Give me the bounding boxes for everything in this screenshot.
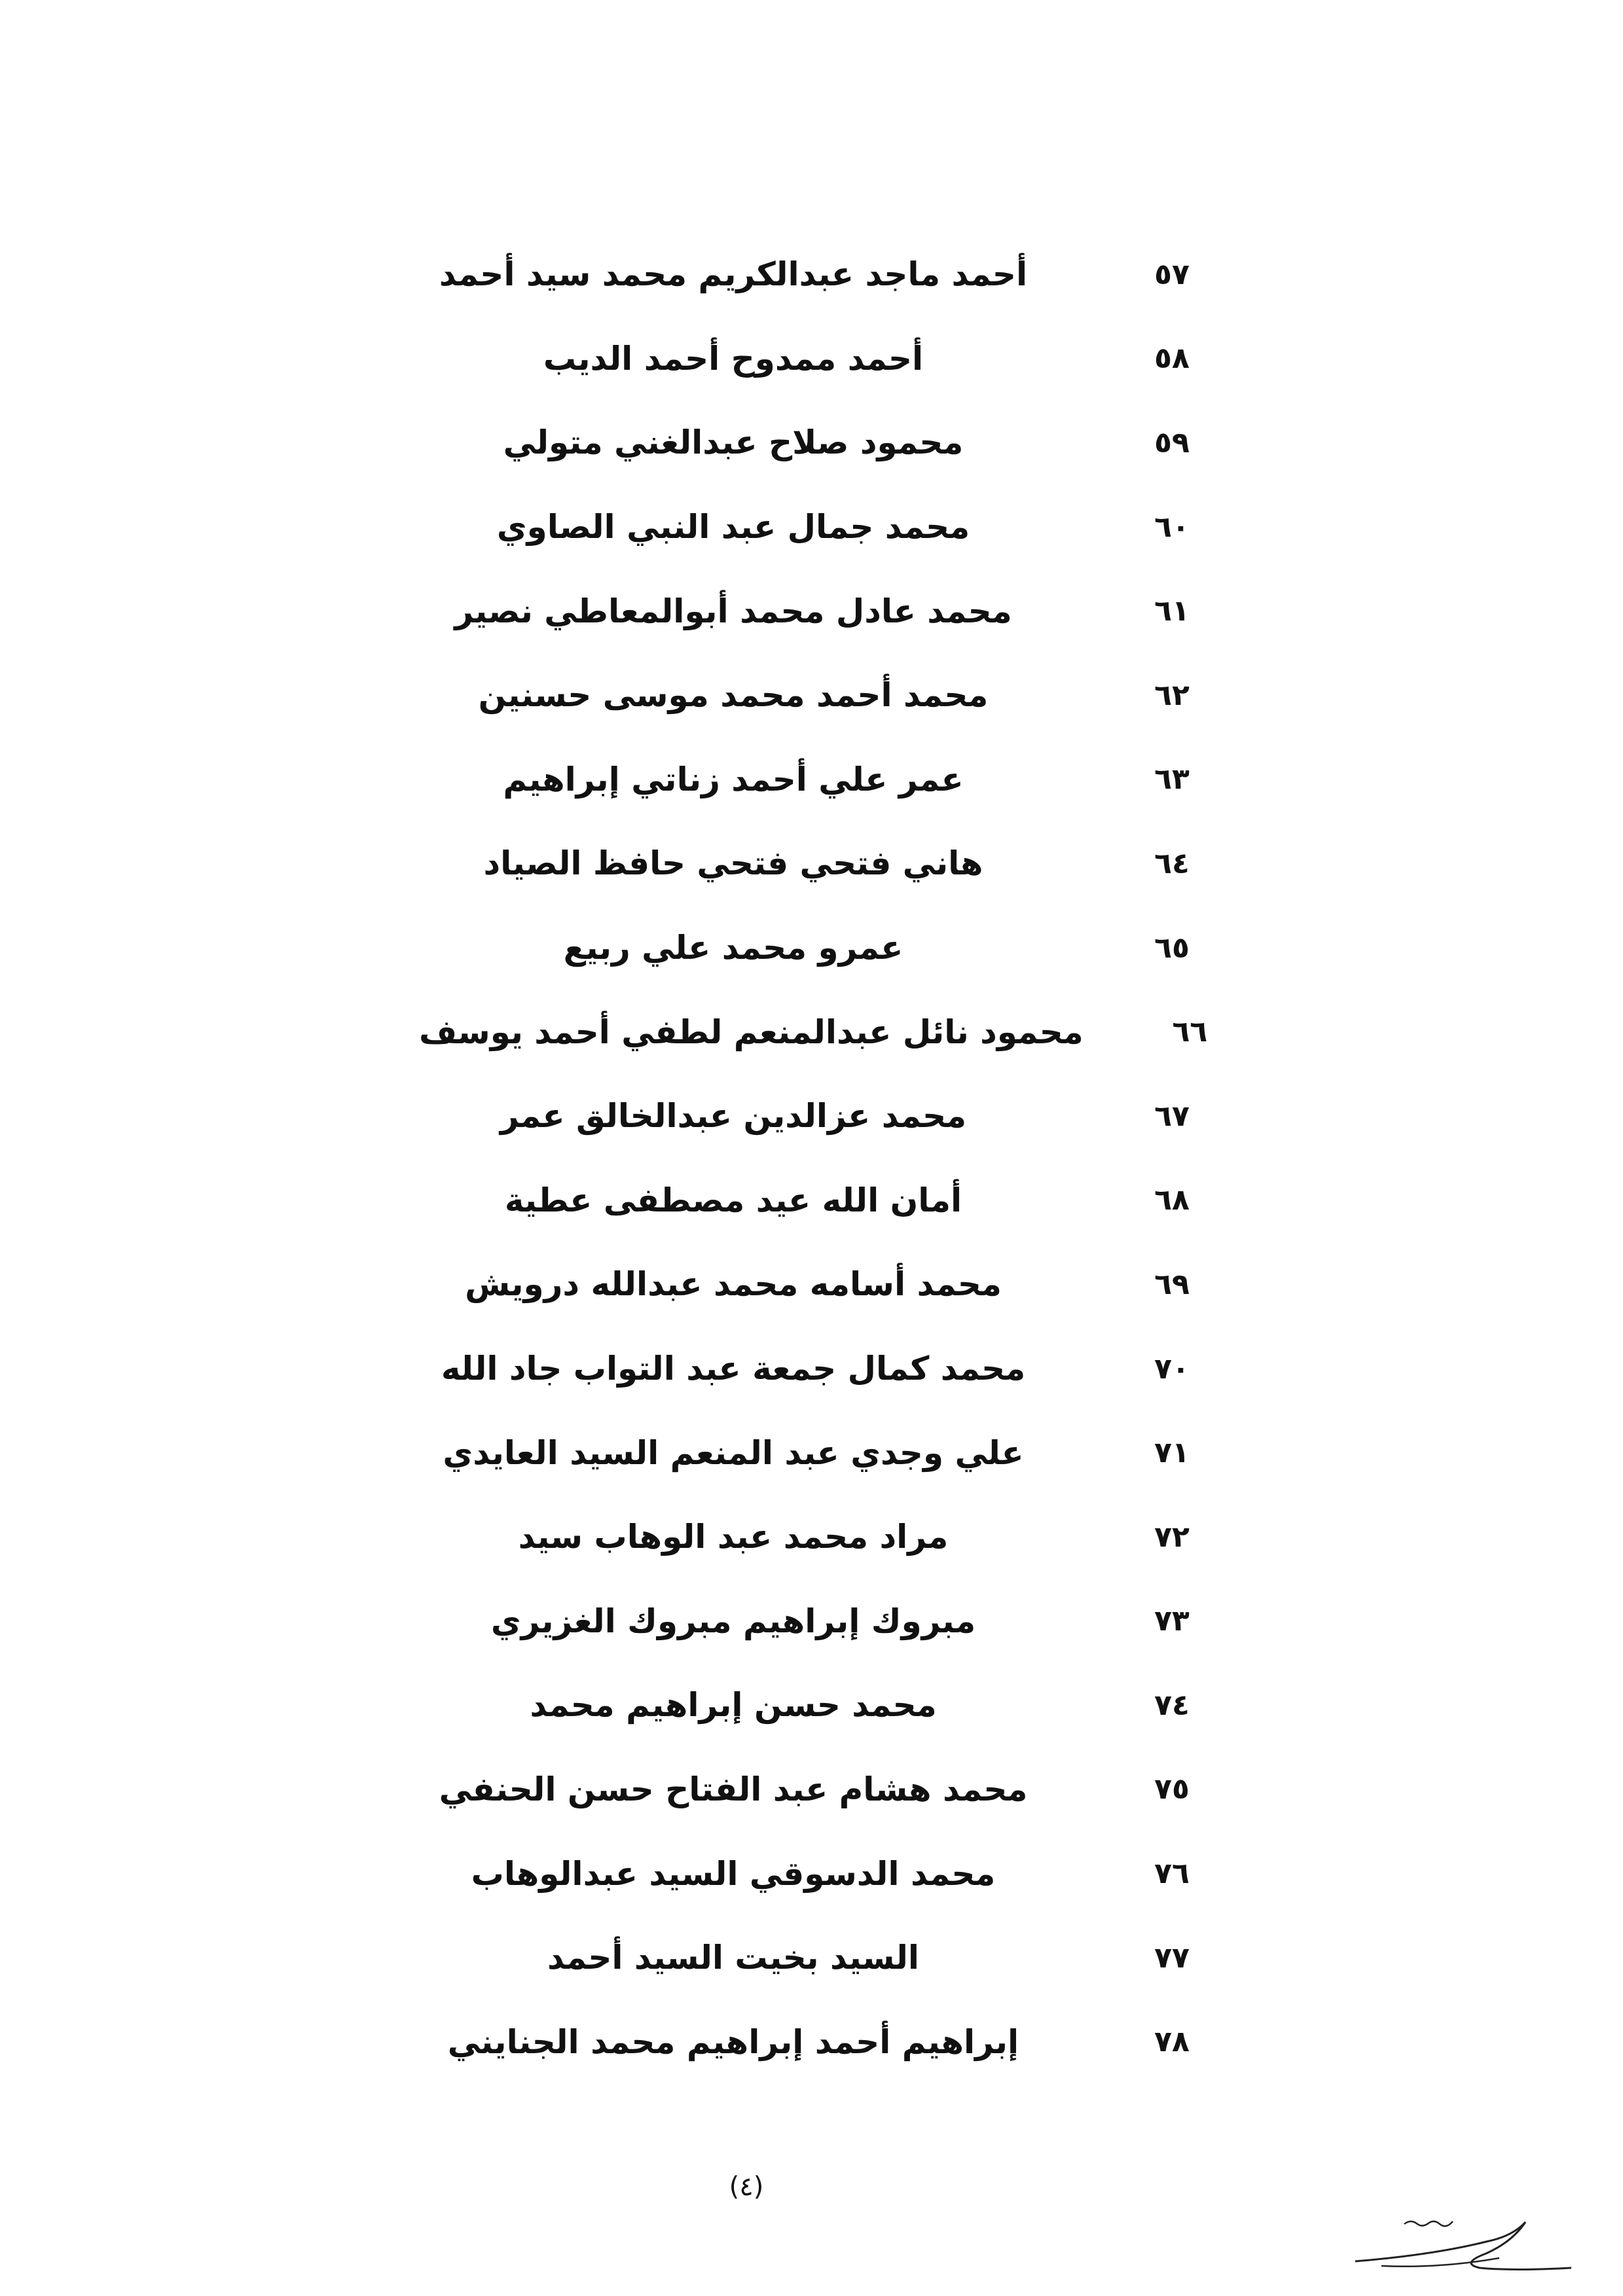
entry-number: ٦٦ bbox=[1172, 1015, 1208, 1049]
entry-name: محمد جمال عبد النبي الصاوي bbox=[496, 508, 970, 547]
list-item bbox=[367, 1916, 1218, 2000]
entry-number: ٥٩ bbox=[1154, 425, 1190, 459]
entry-number: ٧٥ bbox=[1154, 1772, 1190, 1806]
signature-icon bbox=[1342, 2199, 1578, 2278]
entry-name: محمد عزالدين عبدالخالق عمر bbox=[500, 1097, 967, 1136]
list-item bbox=[367, 821, 1218, 906]
entry-name: عمرو محمد علي ربيع bbox=[563, 929, 903, 967]
list-item bbox=[367, 653, 1218, 738]
list-item bbox=[367, 1579, 1218, 1664]
entry-name: محمود صلاح عبدالغني متولي bbox=[503, 423, 964, 462]
entry-name: محمد عادل محمد أبوالمعاطي نصير bbox=[454, 592, 1012, 630]
list-item bbox=[367, 401, 1218, 485]
list-item bbox=[367, 1748, 1218, 1832]
names-list bbox=[367, 232, 1218, 2084]
entry-number: ٧٨ bbox=[1154, 2025, 1190, 2059]
entry-name: مبروك إبراهيم مبروك الغزيري bbox=[490, 1602, 976, 1640]
list-item bbox=[367, 1158, 1218, 1243]
entry-name: أحمد ماجد عبدالكريم محمد سيد أحمد bbox=[439, 255, 1028, 294]
entry-name: محمد أحمد محمد موسى حسنين bbox=[478, 676, 989, 715]
entry-name: محمد كمال جمعة عبد التواب جاد الله bbox=[441, 1350, 1026, 1388]
entry-number: ٥٨ bbox=[1154, 342, 1190, 376]
entry-number: ٧٦ bbox=[1154, 1857, 1190, 1891]
page-number: (٤) bbox=[729, 2172, 764, 2202]
entry-number: ٧٧ bbox=[1154, 1941, 1190, 1975]
entry-number: ٦٢ bbox=[1154, 678, 1190, 712]
entry-number: ٦٥ bbox=[1154, 931, 1190, 965]
list-item bbox=[367, 1495, 1218, 1579]
entry-name: إبراهيم أحمد إبراهيم محمد الجنايني bbox=[447, 2022, 1019, 2061]
list-item bbox=[367, 1410, 1218, 1495]
entry-name: مراد محمد عبد الوهاب سيد bbox=[518, 1518, 949, 1556]
list-item bbox=[367, 1327, 1218, 1411]
entry-name: علي وجدي عبد المنعم السيد العايدي bbox=[443, 1433, 1024, 1472]
entry-name: محمد هشام عبد الفتاح حسن الحنفي bbox=[439, 1770, 1028, 1808]
entry-number: ٦٨ bbox=[1154, 1183, 1190, 1217]
list-item bbox=[367, 2000, 1218, 2084]
entry-number: ٦٣ bbox=[1154, 762, 1190, 797]
entry-name: هاني فتحي فتحي حافظ الصياد bbox=[483, 844, 983, 883]
list-item bbox=[367, 569, 1218, 653]
entry-name: محمد الدسوقي السيد عبدالوهاب bbox=[471, 1854, 996, 1893]
entry-number: ٦٧ bbox=[1154, 1099, 1190, 1133]
entry-number: ٥٧ bbox=[1154, 257, 1190, 291]
entry-name: محمد حسن إبراهيم محمد bbox=[530, 1686, 937, 1725]
entry-name: عمر علي أحمد زناتي إبراهيم bbox=[503, 760, 964, 798]
entry-number: ٦١ bbox=[1154, 594, 1190, 628]
list-item bbox=[367, 317, 1218, 401]
entry-number: ٧٣ bbox=[1154, 1604, 1190, 1638]
entry-name: محمد أسامه محمد عبدالله درويش bbox=[465, 1265, 1002, 1304]
entry-number: ٧٤ bbox=[1154, 1688, 1190, 1722]
entry-name: السيد بخيت السيد أحمد bbox=[547, 1939, 920, 1977]
entry-name: محمود نائل عبدالمنعم لطفي أحمد يوسف bbox=[419, 1013, 1084, 1051]
entry-number: ٦٠ bbox=[1154, 510, 1190, 544]
entry-number: ٧٢ bbox=[1154, 1520, 1190, 1554]
entry-number: ٧١ bbox=[1154, 1436, 1190, 1470]
entry-name: أمان الله عيد مصطفى عطية bbox=[504, 1181, 962, 1219]
entry-number: ٦٤ bbox=[1154, 846, 1190, 880]
list-item bbox=[367, 990, 1218, 1074]
entry-number: ٦٩ bbox=[1154, 1267, 1190, 1301]
list-item bbox=[367, 1831, 1218, 1916]
list-item bbox=[367, 485, 1218, 569]
entry-number: ٧٠ bbox=[1154, 1352, 1190, 1386]
list-item bbox=[367, 1074, 1218, 1158]
list-item bbox=[367, 738, 1218, 822]
list-item bbox=[367, 906, 1218, 990]
list-item bbox=[367, 232, 1218, 317]
list-item bbox=[367, 1242, 1218, 1327]
entry-name: أحمد ممدوح أحمد الديب bbox=[543, 339, 924, 378]
list-item bbox=[367, 1663, 1218, 1748]
